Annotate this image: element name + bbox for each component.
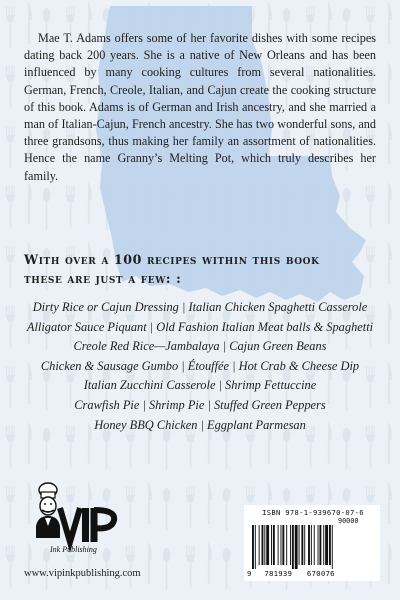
barcode-digit-lead: 9 (247, 569, 252, 578)
barcode-digits-group1: 781939 (264, 569, 293, 578)
barcode-bar (252, 525, 254, 569)
barcode-bar (255, 525, 256, 569)
recipe-line: Creole Red Rice—Jambalaya | Cajun Green Beans (73, 339, 327, 354)
isbn-number: ISBN 978-1-939670-07-6 (262, 508, 364, 517)
barcode-bar (311, 525, 312, 565)
barcode-bar (323, 525, 324, 565)
barcode-bar (273, 525, 275, 565)
price-code: 90000 (338, 517, 359, 525)
barcode-bar (282, 525, 284, 565)
recipe-line: Dirty Rice or Cajun Dressing | Italian Chicken Spaghetti Casserole (32, 300, 368, 314)
recipe-line: Honey BBQ Chicken | Eggplant Parmesan (94, 417, 306, 432)
recipe-line: Chicken & Sausage Gumbo | Étouffée | Hot Crab & Cheese Dip (40, 358, 360, 373)
recipe-line: Alligator Sauce Piquant | Old Fashion Italian Meat balls & Spaghetti (26, 319, 374, 334)
barcode-bar (281, 525, 282, 565)
barcode-bar (304, 525, 305, 565)
barcode-bar (278, 525, 279, 565)
recipes-heading-line1: With over a 100 recipes within this book (24, 252, 320, 267)
recipe-line: Italian Zucchini Casserole | Shrimp Fettuccine (83, 378, 317, 393)
barcode-bar (271, 525, 272, 565)
barcode-digits (247, 569, 377, 578)
barcode-bar (292, 525, 294, 569)
barcode-bar (264, 525, 265, 565)
barcode-bar (308, 525, 310, 565)
isbn-barcode (244, 505, 380, 581)
barcode-bar (325, 525, 328, 565)
barcode-bar (332, 525, 333, 569)
barcode-bar (319, 525, 321, 565)
barcode-bar (299, 525, 300, 565)
intro-paragraph: Mae T. Adams offers some of her favorite dishes with some recipes dating back 200 years. She is a native of New Orleans and has been influenced by many cooking cultures from several nationalities. German, French, Creole, Italian, and Cajun create the cooking structure of this book. Adams is of German and Irish ancestry, and she married a man of Italian-Cajun, French ancestry. She has two wonderful sons, and three grandsons, thus making her family an assortment of nationalities. Hence the name Granny’s Melting Pot, which truly describes her family. (24, 31, 376, 183)
barcode-bar (290, 525, 291, 565)
barcode-bar (329, 525, 331, 565)
barcode-bar (295, 525, 298, 569)
barcode-bars (250, 525, 374, 569)
barcode-bar (314, 525, 315, 565)
recipes-heading-line2: these are just a few: : (24, 271, 182, 286)
barcode-bar (266, 525, 269, 565)
barcode-digits-group2: 670076 (306, 569, 335, 578)
svg-text:Ink Publishing: Ink Publishing (50, 545, 97, 554)
recipes-heading (24, 250, 384, 288)
chef-logo-icon (26, 480, 126, 560)
barcode-bar (262, 525, 264, 565)
barcode-bar (286, 525, 287, 565)
barcode-bar (318, 525, 319, 565)
recipe-list (10, 298, 390, 435)
barcode-bar (259, 525, 260, 565)
recipe-line: Crawfish Pie | Shrimp Pie | Stuffed Green Peppers (74, 397, 326, 412)
publisher-website: www.vipinkpublishing.com (24, 568, 141, 579)
barcode-bar (301, 525, 303, 565)
